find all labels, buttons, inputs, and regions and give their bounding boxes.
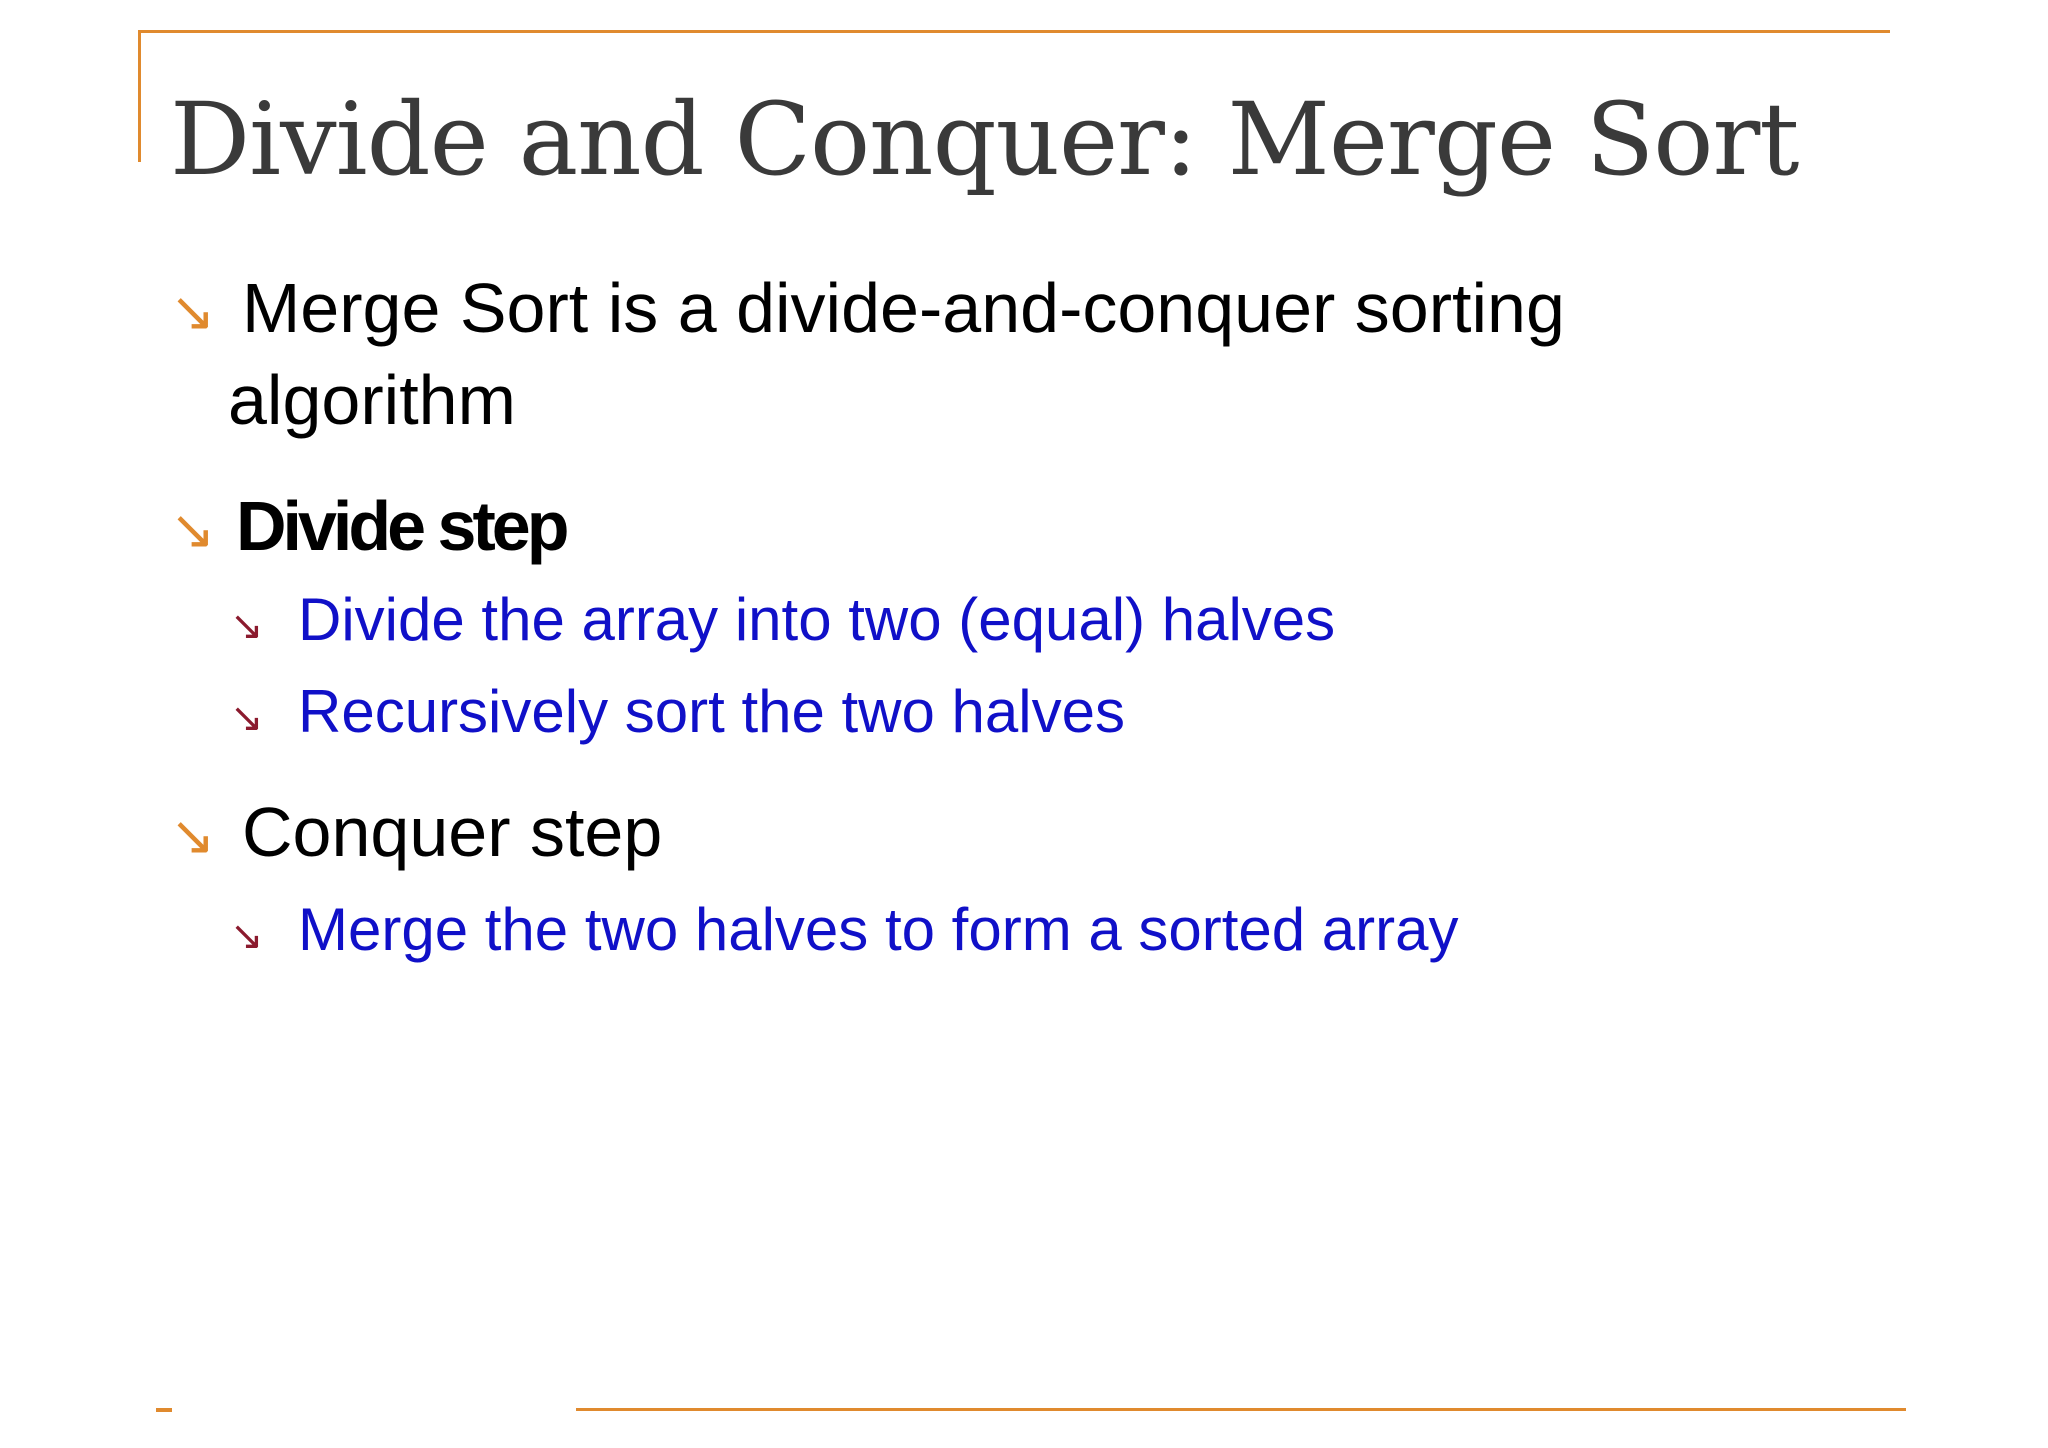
subbullet-arrow-icon: ↘ [230,603,264,649]
frame-top-line [138,30,1890,33]
slide-title: Divide and Conquer: Merge Sort [170,81,1799,198]
subbullet-arrow-icon: ↘ [230,695,264,741]
footer-dash [156,1408,172,1412]
footer-line [576,1408,1906,1411]
bullet-arrow-icon: ↘ [170,804,216,867]
bullet-arrow-icon: ↘ [170,280,216,343]
bullet-arrow-icon: ↘ [170,498,216,561]
subbullet-recursively-sort [230,672,1530,752]
bullet-merge-sort-definition [170,262,1790,446]
bullet-text: Divide step [236,487,566,565]
subbullet-text: Merge the two halves to form a sorted array [298,896,1459,963]
bullet-divide-step [170,480,1170,572]
frame-left-line [138,30,141,162]
subbullet-arrow-icon: ↘ [230,913,264,959]
subbullet-text: Divide the array into two (equal) halves [298,586,1336,653]
bullet-text: Merge Sort is a divide-and-conquer sorting algorithm [228,269,1565,439]
bullet-text: Conquer step [242,793,663,871]
subbullet-divide-array [230,580,1530,660]
bullet-conquer-step [170,786,1170,878]
subbullet-merge-halves [230,890,1630,970]
subbullet-text: Recursively sort the two halves [298,678,1125,745]
